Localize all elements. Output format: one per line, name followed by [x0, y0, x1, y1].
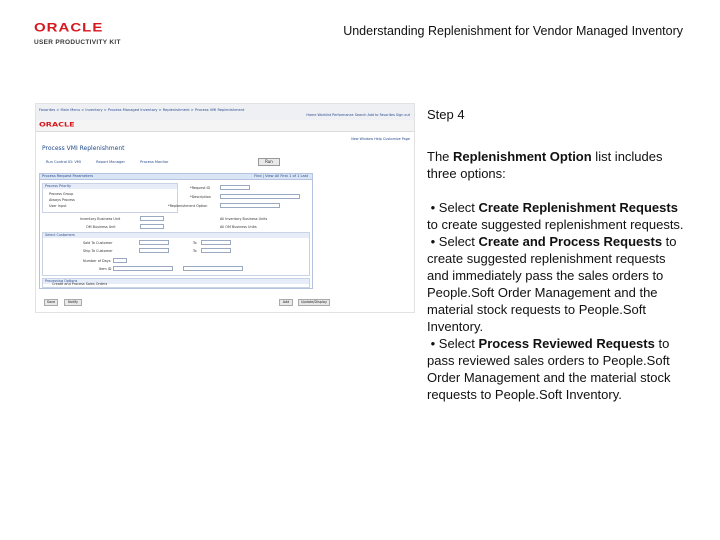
- screenshot-request-id-field: [220, 185, 250, 190]
- screenshot-om-unit-field: [140, 224, 164, 229]
- screenshot-panel-header: [40, 174, 312, 180]
- screenshot-notify-button: Notify: [64, 299, 82, 306]
- screenshot-page-title: Process VMI Replenishment: [42, 145, 125, 152]
- screenshot-sold-to-range-field: [201, 240, 231, 245]
- screenshot-customers-group: [42, 232, 310, 276]
- option-1-pre: • Select: [430, 200, 479, 215]
- screenshot-all-om-label: All OM Business Units: [220, 225, 257, 229]
- paragraph-gap: [427, 182, 689, 199]
- screenshot-priority-title: Process Priority: [43, 184, 177, 189]
- screenshot-item-id-label: Item ID: [99, 267, 112, 271]
- option-3-post: to pass reviewed sales orders to People.Soft Order Management and the material stock requests to People.Soft Inventory.: [427, 336, 671, 402]
- screenshot-sold-to-label: Sold To Customer: [83, 241, 113, 245]
- screenshot-priority-group: [42, 183, 178, 213]
- screenshot-customers-title: Select Customers: [43, 233, 309, 238]
- step-description: [427, 148, 689, 403]
- intro-text-bold: Replenishment Option: [453, 149, 592, 164]
- screenshot-request-id-label: *Request ID: [190, 186, 211, 190]
- screenshot-add-button: Add: [279, 299, 293, 306]
- screenshot-sold-to-field: [139, 240, 169, 245]
- screenshot-report-manager-link: Report Manager: [96, 160, 125, 164]
- screenshot-save-button: Save: [44, 299, 58, 306]
- intro-paragraph: [427, 148, 689, 182]
- document-title: Understanding Replenishment for Vendor Managed Inventory: [343, 24, 683, 38]
- screenshot-item-id-field: [113, 266, 173, 271]
- screenshot-processing-title: Processing Options: [43, 279, 309, 284]
- screenshot-breadcrumb: Favorites > Main Menu > Inventory > Process Managed Inventory > Replenishment > Process VMI Replenishment: [39, 108, 245, 112]
- screenshot-om-unit-label: OM Business Unit: [86, 225, 116, 229]
- option-3: [427, 335, 689, 403]
- option-2-post: to create suggested replenishment requests and immediately pass the sales orders to People.Soft Order Management and the material stock requests to People.Soft Inventory.: [427, 234, 677, 334]
- intro-text-post: list includes three options:: [427, 149, 663, 181]
- screenshot-ship-to-range-field: [201, 248, 231, 253]
- screenshot-utility-links: New Window Help Customize Page: [351, 137, 410, 141]
- option-1: [427, 199, 689, 233]
- option-3-pre: • Select: [430, 336, 479, 351]
- screenshot-replenishment-option-label: *Replenishment Option: [168, 204, 208, 208]
- screenshot-business-unit-label: Inventory Business Unit: [80, 217, 121, 221]
- option-3-bold: Process Reviewed Requests: [478, 336, 655, 351]
- screenshot-oracle-logo: ORACLE: [39, 121, 75, 129]
- screenshot-all-units-label: All Inventory Business Units: [220, 217, 268, 221]
- screenshot-nav-bar: [36, 104, 414, 120]
- screenshot-to-label-1: To: [193, 241, 197, 245]
- screenshot-run-button: Run: [258, 158, 280, 166]
- screenshot-radio-process-group: Process Group: [49, 192, 74, 196]
- screenshot-parameters-panel: [39, 173, 313, 289]
- intro-text-pre: The: [427, 149, 454, 164]
- screenshot-panel-nav: Find | View All First 1 of 1 Last: [254, 174, 308, 178]
- step-label: Step 4: [427, 107, 465, 122]
- upk-logo-subtitle: USER PRODUCTIVITY KIT: [34, 39, 121, 46]
- oracle-upk-logo: [34, 22, 124, 46]
- screenshot-top-links: Home Worklist Performance Search Add to Favorites Sign out: [306, 113, 410, 117]
- screenshot-to-label-2: To: [193, 249, 197, 253]
- screenshot-business-unit-field: [140, 216, 164, 221]
- screenshot-ship-to-field: [139, 248, 169, 253]
- screenshot-num-days-label: Number of Days: [83, 259, 111, 263]
- option-2-bold: Create and Process Requests: [478, 234, 663, 249]
- screenshot-description-field: [220, 194, 300, 199]
- option-2-pre: • Select: [430, 234, 479, 249]
- screenshot-bottom-toolbar: [36, 298, 414, 308]
- embedded-screenshot: [35, 103, 415, 313]
- screenshot-panel-title: Process Request Parameters: [42, 174, 94, 178]
- screenshot-num-days-field: [113, 258, 127, 263]
- screenshot-brand-bar: [36, 120, 414, 132]
- screenshot-replenishment-option-select: [220, 203, 280, 208]
- screenshot-run-control-row: [46, 160, 183, 164]
- screenshot-update-display-button: Update/Display: [298, 299, 330, 306]
- option-2: [427, 233, 689, 335]
- screenshot-description-label: *Description: [190, 195, 212, 199]
- oracle-logo-word: ORACLE: [34, 21, 104, 35]
- screenshot-run-control-label: Run Control ID: VMI: [46, 160, 81, 164]
- screenshot-ship-to-label: Ship To Customer: [83, 249, 113, 253]
- screenshot-process-monitor-link: Process Monitor: [140, 160, 169, 164]
- option-1-post: to create suggested replenishment requests.: [427, 217, 684, 232]
- screenshot-radio-always: Always Process: [49, 198, 75, 202]
- screenshot-create-rows-label: Create and Process Sales Orders: [52, 282, 108, 286]
- screenshot-radio-user-input: User Input: [49, 204, 67, 208]
- option-1-bold: Create Replenishment Requests: [478, 200, 678, 215]
- screenshot-item-id-range-field: [183, 266, 243, 271]
